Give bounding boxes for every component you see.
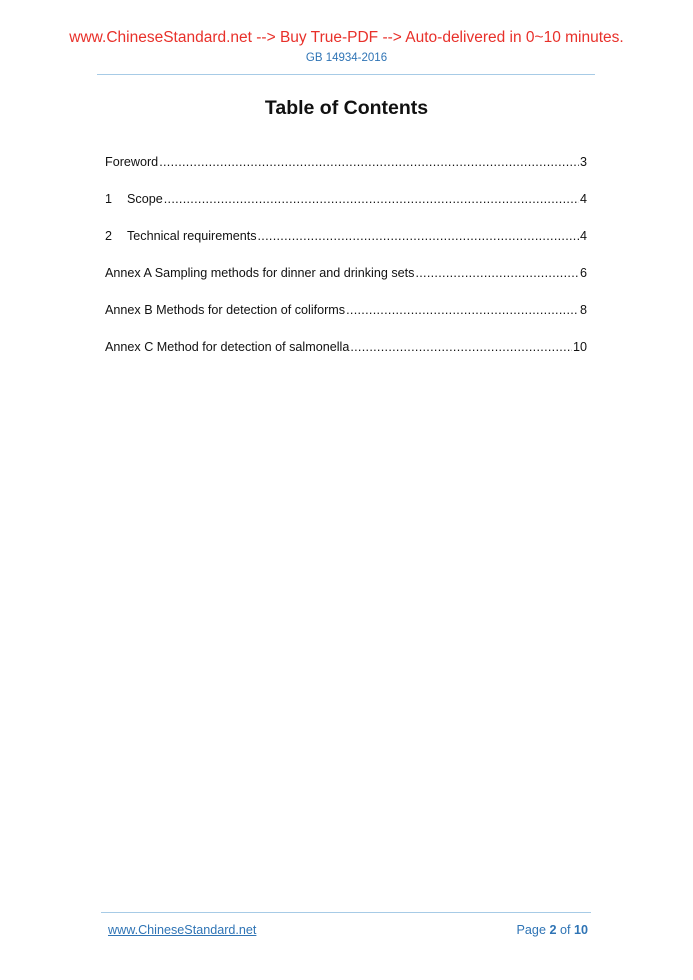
- toc-entry-number: 1: [105, 192, 113, 206]
- toc-leader-dots: [415, 264, 579, 282]
- toc-entry-label: Annex C Method for detection of salmonella: [105, 340, 350, 354]
- toc-entry-scope[interactable]: [105, 190, 587, 227]
- footer-divider: [101, 912, 591, 913]
- toc-entry-number: 2: [105, 229, 113, 243]
- toc-entry-annex-b[interactable]: [105, 301, 587, 338]
- page-counter: [517, 922, 588, 938]
- header-divider: [97, 74, 595, 75]
- toc-entry-label: Annex B Methods for detection of coliforms: [105, 303, 346, 317]
- toc-entry-annex-c[interactable]: [105, 338, 587, 375]
- toc-entry-label: [105, 190, 163, 208]
- toc-entry-annex-a[interactable]: [105, 264, 587, 301]
- toc-leader-dots: [346, 301, 579, 319]
- toc-entry-title: Technical requirements: [127, 229, 257, 243]
- toc-leader-dots: [258, 227, 579, 245]
- toc-entry-page: 8: [579, 303, 587, 317]
- total-pages-number: 10: [573, 923, 588, 937]
- footer-website-link[interactable]: www.ChineseStandard.net: [108, 923, 257, 937]
- toc-entry-page: 4: [579, 192, 587, 206]
- toc-entry-page: 3: [579, 155, 587, 169]
- promo-banner[interactable]: www.ChineseStandard.net --> Buy True-PDF --> Auto-delivered in 0~10 minutes.: [69, 29, 624, 46]
- toc-leader-dots: [159, 153, 579, 171]
- toc-entry-technical-requirements[interactable]: [105, 227, 587, 264]
- toc-entry-page: 4: [579, 229, 587, 243]
- toc-entry-title: Scope: [127, 192, 163, 206]
- standard-number: GB 14934-2016: [305, 52, 388, 64]
- toc-leader-dots: [164, 190, 579, 208]
- toc-entry-label: [105, 227, 257, 245]
- toc-entry-page: 10: [572, 340, 587, 354]
- page-label: Page: [516, 923, 546, 937]
- toc-entry-label: Foreword: [105, 155, 159, 169]
- page-title: Table of Contents: [264, 97, 429, 119]
- table-of-contents: [105, 153, 587, 375]
- page-of-label: of: [559, 923, 571, 937]
- toc-leader-dots: [350, 338, 572, 356]
- toc-entry-foreword[interactable]: [105, 153, 587, 190]
- toc-entry-label: Annex A Sampling methods for dinner and drinking sets: [105, 266, 415, 280]
- current-page-number: 2: [549, 923, 557, 937]
- toc-entry-page: 6: [579, 266, 587, 280]
